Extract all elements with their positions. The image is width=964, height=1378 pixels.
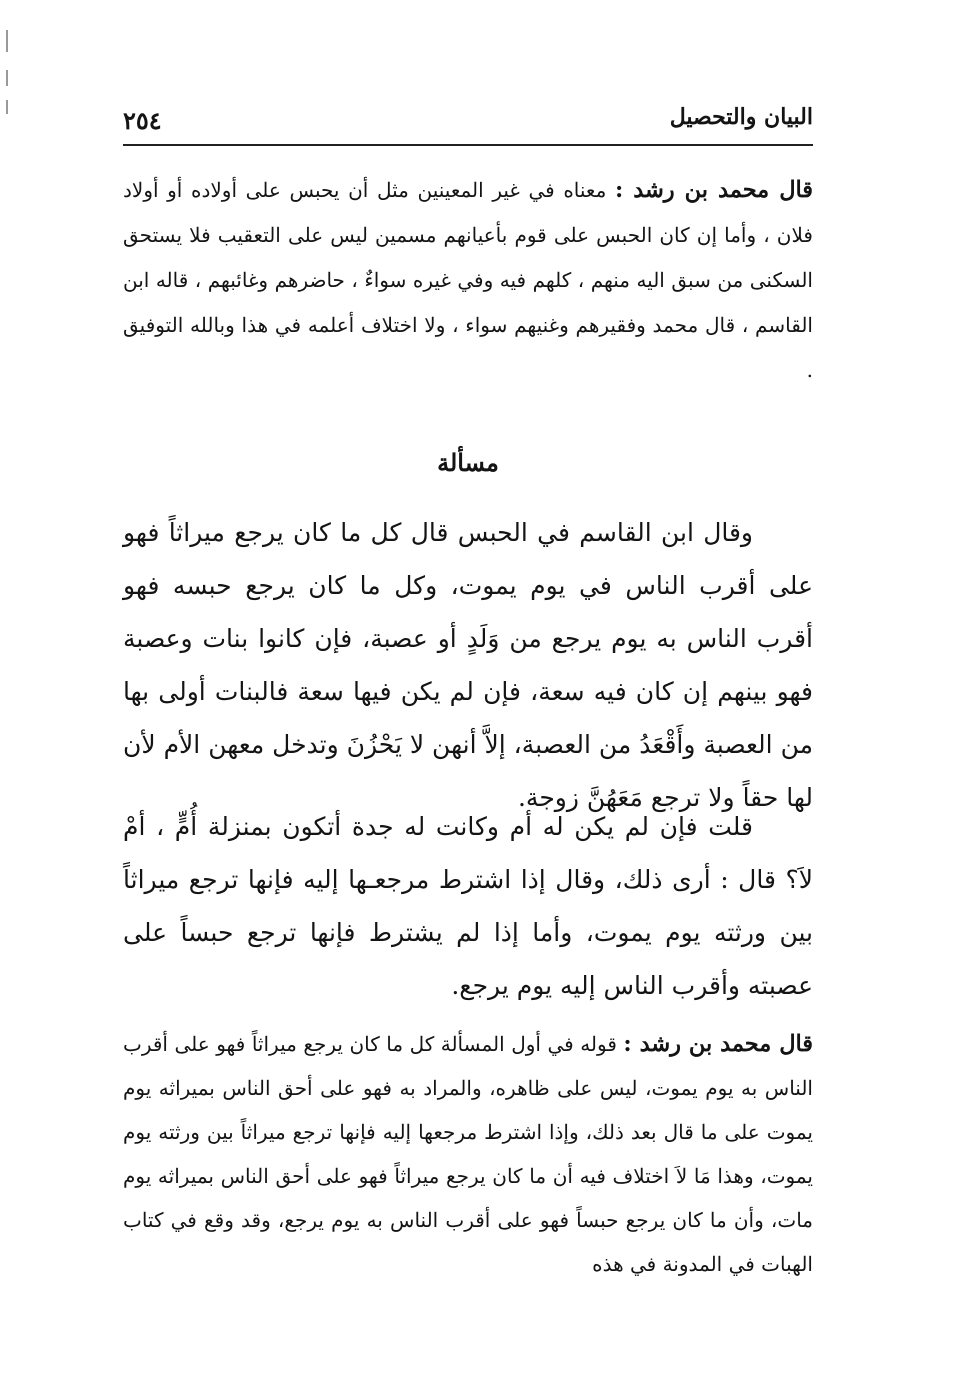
section-heading: مسألة <box>437 448 499 477</box>
page-header <box>123 104 813 146</box>
commentary-paragraph-2 <box>123 1022 813 1286</box>
running-title: البيان والتحصيل <box>669 104 813 130</box>
scan-edge-mark <box>6 70 8 86</box>
commentary-text: قوله في أول المسألة كل ما كان يرجع ميراثاً فهو على أقرب الناس به يوم يموت، ليس على ظاهره، والمراد به فهو على أحق الناس بميراثه يوم يموت على ما قال بعد ذلك، وإذا اشترط مرجعها إليه فإنها ترجع ميراثاً بين ورثته يوم يموت، وهذا مَا لاَ اختلاف فيه أن ما كان يرجع ميراثاً فهو على أحق الناس بميراثه يوم مات، وأن ما كان يرجع حبساً فهو على أقرب الناس به يوم يرجع، وقد وقع في كتاب الهبات في المدونة في هذه <box>123 1032 813 1276</box>
question-paragraph-2 <box>123 800 813 1012</box>
commentary-paragraph-1 <box>123 168 813 393</box>
question-paragraph-1 <box>123 506 813 824</box>
commentary-speaker: قال محمد بن رشد : <box>614 177 813 203</box>
commentary-text: معناه في غير المعينين مثل أن يحبس على أولاده أو أولاد فلان ، وأما إن كان الحبس على قوم بأعيانهم مسمين ليس على التعقيب فلا يستحق السكنى من سبق اليه منهم ، كلهم فيه وفي غيره سواءٌ ، حاضرهم وغائبهم ، قاله ابن القاسم ، قال محمد وفقيرهم وغنيهم سواء ، ولا اختلاف أعلمه في هذا وبالله التوفيق . <box>123 178 813 382</box>
scan-edge-mark <box>6 30 8 52</box>
commentary-speaker: قال محمد بن رشد : <box>623 1031 813 1057</box>
question-text: قلت فإن لم يكن له أم وكانت له جدة أتكون بمنزلة أُمٍّ ، أمْ لاَ؟ قال : أرى ذلك، وقال إذا اشترط مرجعـها إليه فإنها ترجع ميراثاً بين ورثته يوم يموت، وأما إذا لم يشترط فإنها ترجع حبساً على عصبته وأقرب الناس إليه يوم يرجع. <box>123 812 813 1000</box>
question-text: وقال ابن القاسم في الحبس قال كل ما كان يرجع ميراثاً فهو على أقرب الناس في يوم يموت، وكل ما كان يرجع حبسه فهو أقرب الناس به يوم يرجع من وَلَدٍ أو عصبة، فإن كانوا بنات وعصبة فهو بينهم إن كان فيه سعة، فإن لم يكن فيها سعة فالبنات أولى بها من العصبة وأَقْعَدُ من العصبة، إلاَّ أنهن لا يَحْزُنَ وتدخل معهن الأم لأن لها حقاً ولا ترجع مَعَهُنَّ زوجة. <box>123 518 813 812</box>
scan-edge-mark <box>6 100 8 114</box>
page-number: ٢٥٤ <box>123 106 162 135</box>
